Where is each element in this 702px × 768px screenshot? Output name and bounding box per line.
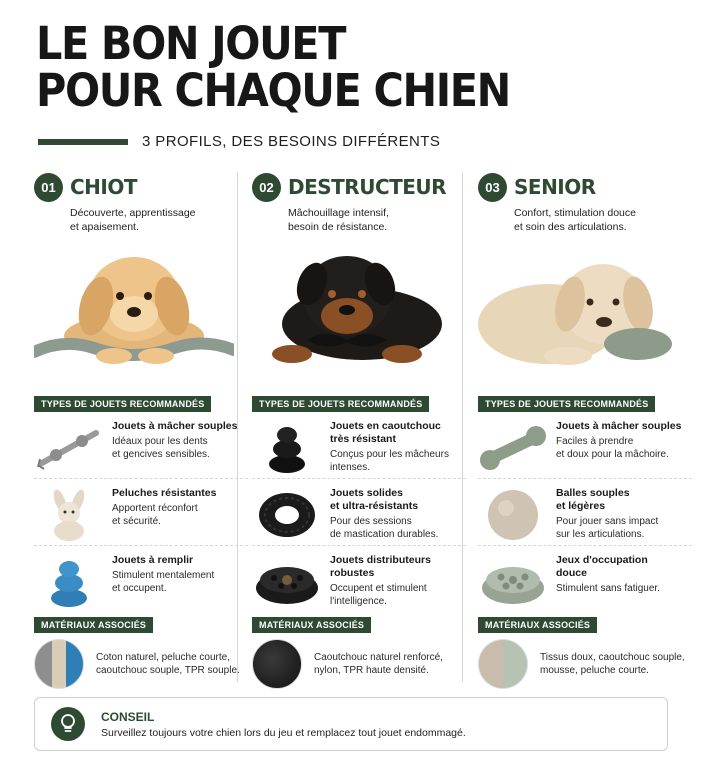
profile-number: 02 — [252, 173, 281, 202]
senior-dog-illustration — [478, 244, 692, 374]
profile-title: SENIOR — [514, 175, 596, 199]
toy-item — [34, 412, 248, 479]
tip-text: Surveillez toujours votre chien lors du jeu et remplacez tout jouet endommagé. — [101, 726, 466, 739]
lightbulb-icon — [51, 707, 85, 741]
types-badge: TYPES DE JOUETS RECOMMANDÉS — [252, 396, 429, 412]
toy-desc: Stimulent sans fatiguer. — [556, 583, 660, 594]
profile-column-destructeur — [252, 170, 466, 685]
puppy-illustration — [34, 244, 248, 374]
tip-box — [34, 697, 668, 751]
materials-badge: MATÉRIAUX ASSOCIÉS — [478, 617, 597, 633]
types-badge: TYPES DE JOUETS RECOMMANDÉS — [34, 396, 211, 412]
toy-name: Jouets à mâcher souples — [112, 420, 238, 432]
profile-column-chiot — [34, 170, 248, 685]
materials-text: Coton naturel, peluche courte, caoutchouc souple, TPR souple. — [96, 652, 240, 676]
toy-name: Jouets solides et ultra-résistants — [330, 487, 419, 512]
profile-description — [70, 206, 248, 236]
toy-desc: Pour jouer sans impact sur les articulations. — [556, 516, 659, 540]
title-line-1: LE BON JOUET — [36, 17, 346, 70]
toy-name: Balles souples et légères — [556, 487, 630, 512]
filler-toy-icon — [34, 554, 104, 609]
toy-desc: Pour des sessions de mastication durables. — [330, 516, 439, 540]
toy-name: Jouets en caoutchouc très résistant — [330, 420, 441, 445]
materials-badge: MATÉRIAUX ASSOCIÉS — [34, 617, 153, 633]
subtitle-accent-bar — [38, 139, 128, 145]
materials-row — [478, 639, 692, 689]
profile-desc-line: besoin de résistance. — [288, 221, 388, 233]
toy-desc: Faciles à prendre et doux pour la mâchoire. — [556, 436, 669, 460]
toy-desc: Stimulent mentalement et occupent. — [112, 570, 215, 594]
subtitle-row — [38, 133, 440, 150]
toy-item — [34, 546, 248, 613]
soft-ball-icon — [478, 487, 548, 542]
profile-desc-line: et apaisement. — [70, 221, 139, 233]
ring-toy-icon — [252, 487, 322, 542]
profile-number: 01 — [34, 173, 63, 202]
toy-name: Jouets à remplir — [112, 554, 194, 566]
rope-toy-icon — [34, 420, 104, 475]
toy-item — [252, 546, 466, 613]
plush-bunny-icon — [34, 487, 104, 542]
toy-item — [252, 479, 466, 546]
toy-item — [478, 412, 692, 479]
profile-desc-line: Découverte, apprentissage — [70, 207, 196, 219]
toy-name: Jouets distributeurs robustes — [330, 554, 431, 579]
materials-row — [252, 639, 466, 689]
page-title — [36, 17, 510, 117]
rottweiler-illustration — [252, 244, 466, 374]
materials-text: Tissus doux, caoutchouc souple, mousse, peluche courte. — [540, 652, 685, 676]
tip-title: CONSEIL — [101, 709, 155, 724]
materials-swatch — [34, 639, 84, 689]
profile-desc-line: Mâchouillage intensif, — [288, 207, 389, 219]
toy-desc: Idéaux pour les dents et gencives sensibles. — [112, 436, 210, 460]
profile-description — [514, 206, 692, 236]
kong-toy-icon — [252, 420, 322, 475]
subtitle: 3 PROFILS, DES BESOINS DIFFÉRENTS — [142, 133, 441, 150]
toy-item — [34, 479, 248, 546]
materials-row — [34, 639, 248, 689]
profile-title: DESTRUCTEUR — [288, 175, 447, 199]
profile-desc-line: Confort, stimulation douce — [514, 207, 636, 219]
profile-column-senior — [478, 170, 692, 685]
materials-swatch — [252, 639, 302, 689]
toy-item — [252, 412, 466, 479]
toy-name: Jouets à mâcher souples — [556, 420, 682, 432]
profile-desc-line: et soin des articulations. — [514, 221, 627, 233]
toy-name: Jeux d'occupation douce — [556, 554, 648, 579]
profile-number: 03 — [478, 173, 507, 202]
toy-desc: Conçus pour les mâcheurs intenses. — [330, 449, 449, 473]
bone-toy-icon — [478, 420, 548, 475]
toy-name: Peluches résistantes — [112, 487, 217, 499]
materials-text: Caoutchouc naturel renforcé, nylon, TPR haute densité. — [314, 652, 443, 676]
types-badge: TYPES DE JOUETS RECOMMANDÉS — [478, 396, 655, 412]
toy-item — [478, 479, 692, 546]
title-line-2: POUR CHAQUE CHIEN — [36, 64, 510, 117]
profile-description — [288, 206, 466, 236]
materials-badge: MATÉRIAUX ASSOCIÉS — [252, 617, 371, 633]
toy-desc: Apportent réconfort et sécurité. — [112, 503, 198, 527]
toy-item — [478, 546, 692, 613]
profile-title: CHIOT — [70, 175, 138, 199]
treat-dispenser-icon — [252, 554, 322, 609]
materials-swatch — [478, 639, 528, 689]
toy-desc: Occupent et stimulent l'intelligence. — [330, 583, 427, 607]
puzzle-toy-icon — [478, 554, 548, 609]
